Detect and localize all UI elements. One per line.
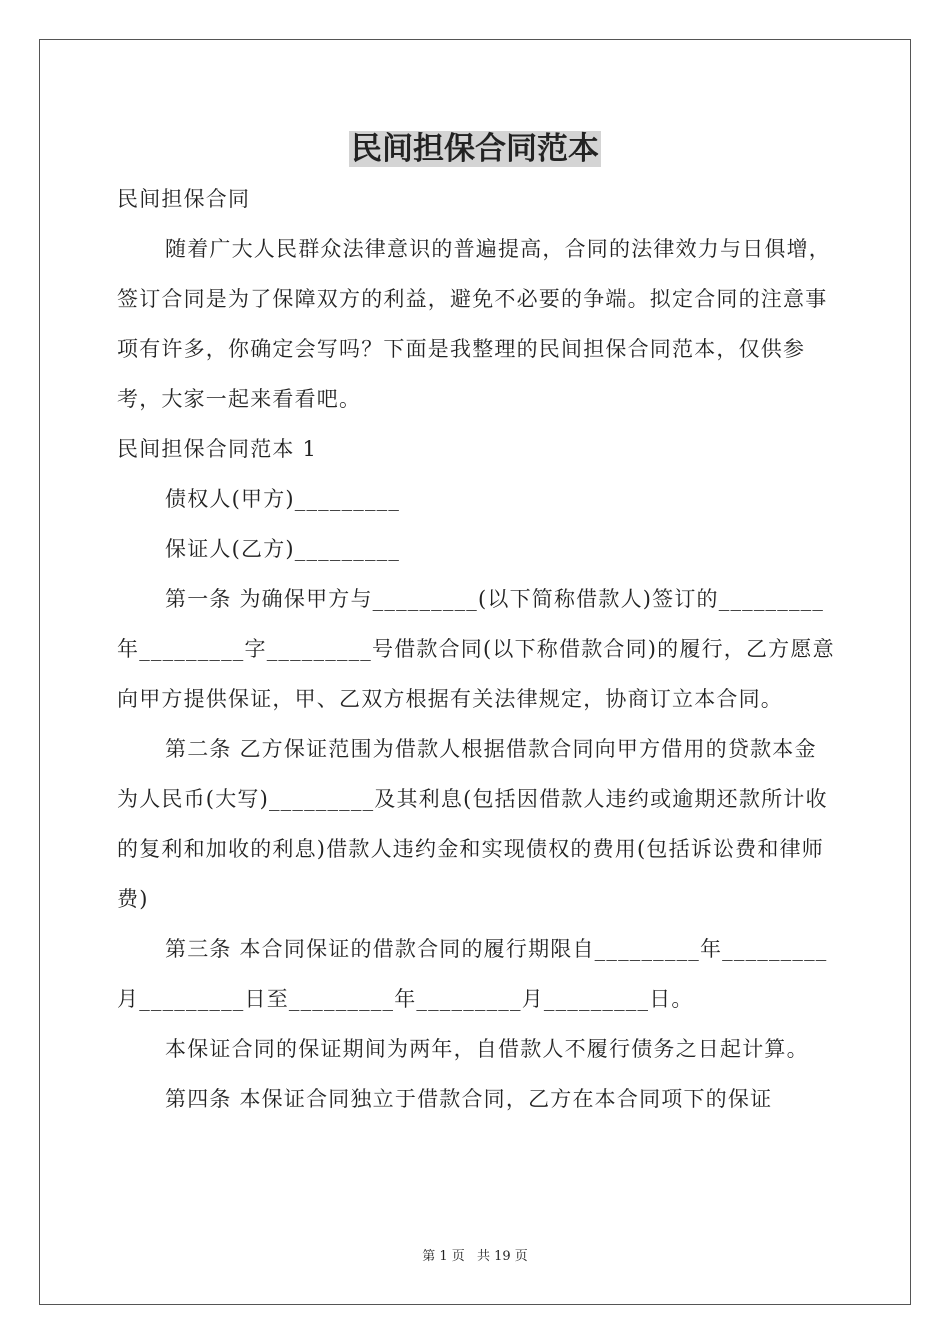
paragraph-article-3: 第三条 本合同保证的借款合同的履行期限自_________年_________月_________日至_________年_________月_________日。 bbox=[117, 937, 828, 1011]
paragraph-article-2: 第二条 乙方保证范围为借款人根据借款合同向甲方借用的贷款本金为人民币(大写)_________及其利息(包括因借款人违约或逾期还款所计收的复利和加收的利息)借款人违约金和实现债权的费用(包括诉讼费和律师费) bbox=[117, 737, 828, 911]
paragraph-heading: 民间担保合同 bbox=[117, 187, 251, 211]
document-body bbox=[117, 174, 837, 1124]
page-number: 第 1 页 bbox=[422, 1249, 465, 1264]
paragraph-section-title: 民间担保合同范本 1 bbox=[117, 437, 318, 461]
paragraph-intro: 随着广大人民群众法律意识的普遍提高，合同的法律效力与日俱增，签订合同是为了保障双方的利益，避免不必要的争端。拟定合同的注意事项有许多，你确定会写吗？下面是我整理的民间担保合同范本，仅供参考，大家一起来看看吧。 bbox=[117, 237, 831, 411]
paragraph-article-4: 第四条 本保证合同独立于借款合同，乙方在本合同项下的保证 bbox=[165, 1087, 773, 1111]
document-title bbox=[0, 126, 950, 172]
paragraph-guarantee-period: 本保证合同的保证期间为两年，自借款人不履行债务之日起计算。 bbox=[165, 1037, 809, 1061]
paragraph-guarantor: 保证人(乙方)_________ bbox=[165, 537, 401, 561]
page-footer bbox=[0, 1245, 950, 1264]
paragraph-article-1: 第一条 为确保甲方与_________(以下简称借款人)签订的_________年_________字_________号借款合同(以下称借款合同)的履行，乙方愿意向甲方提供保证，甲、乙双方根据有关法律规定，协商订立本合同。 bbox=[117, 587, 835, 711]
page-total: 共 19 页 bbox=[476, 1249, 528, 1264]
paragraph-creditor: 债权人(甲方)_________ bbox=[165, 487, 401, 511]
document-title-text: 民间担保合同范本 bbox=[351, 131, 599, 167]
